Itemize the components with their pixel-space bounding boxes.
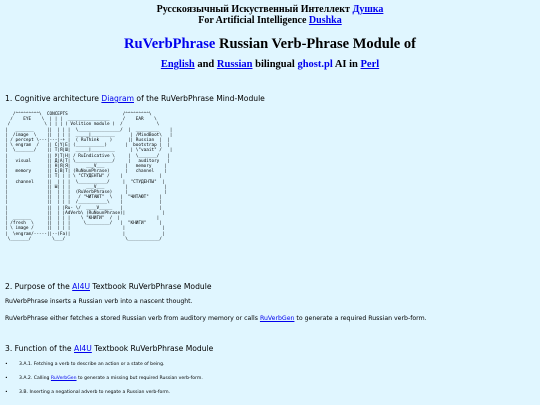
- perl-link[interactable]: Perl: [360, 59, 380, 70]
- page-subtitle: English and Russian bilingual ghost.pl AI in Perl: [160, 59, 380, 70]
- bullet-icon: •: [5, 376, 8, 381]
- section-2-paragraph-2: RuVerbPhrase either fetches a stored Russian verb from auditory memory or calls RuVerbGen to generate a required Russian verb-form.: [5, 315, 427, 322]
- header-russian-title: [0, 4, 540, 26]
- ruverbgen-link-list[interactable]: RuVerbGen: [50, 376, 77, 381]
- ai4u-link-section3[interactable]: AI4U: [74, 344, 92, 353]
- architecture-ascii-diagram: /^^^^^^^^^\ CONCEPTS /^^^^^^^^^\ / EYE \ | | | ________________ / EAR \ / \ | | | ( Volition module ) / \ | _______ || | | | \________________/ | _________ | | /image \ || | | | _____|_________ | /MindBoot\ | | / percept \---|---|-+ | ( RuThink ) || Russian | | | \ engram / || C|Y|E| (___________) | bootstrap | | | \_______/ || T|Я|Ш| _____|_________ | \"vaait" / | | || У|Т|Н| / RuIndicative \ | \_______/ | | visual || Д|А|Т| \______________/ | auditory | | || Н|Я|Я| ___V___ | memory | | memory || Е|В|Т| (RuNounPhrase) | channel | | || Т| | | \ "СТУДЕНТЫ" / | | | channel || | | | \___________/ | "СТУДЕНТЫ" | | || Ы| | | ___V___ | | | || | | | (RuVerbPhrase) | | | || | | | / "ЧИТАЮТ" \ | "ЧИТАЮТ" | | || | | | /___________\ | | | || | |Ru- \/ ____V_____ | | | || | |AdVerb\ (RuNounPhrase)| | | _______ || | | | \ "КНИГИ" / | | | /fresh \ || | | | \_________/ | "КНИГИ" | | \ image / || | | | | | | \engram/-----||--(Fa)| | | \_______/ \___/ \____________/: [5, 112, 173, 242]
- list-item: • 3.A.2. Calling RuVerbGen to generate a missing but required Russian verb-form.: [5, 376, 203, 381]
- section-2-paragraph-1: RuVerbPhrase inserts a Russian verb into a nascent thought.: [5, 298, 193, 305]
- ruverbphrase-link[interactable]: RuVerbPhrase: [124, 36, 216, 52]
- dushka-cyrillic-link[interactable]: Душка: [352, 4, 384, 15]
- diagram-link[interactable]: Diagram: [101, 94, 134, 103]
- bullet-icon: •: [5, 390, 8, 395]
- bullet-icon: •: [5, 362, 8, 367]
- english-link[interactable]: English: [160, 59, 195, 70]
- header-line-1: Русскоязычный Искуственный Интеллект Душка: [156, 4, 384, 15]
- section-2-heading: 2. Purpose of the AI4U Textbook RuVerbPhrase Module: [5, 282, 212, 291]
- page-title: RuVerbPhrase Russian Verb-Phrase Module of: [124, 36, 416, 52]
- ghost-pl-label: ghost.pl: [297, 59, 333, 70]
- list-item: • 3.B. Inserting a negational adverb to negate a Russian verb-form.: [5, 390, 171, 395]
- section-3-heading: 3. Function of the AI4U Textbook RuVerbPhrase Module: [5, 344, 214, 353]
- header-line-2: For Artificial Intelligence Dushka: [198, 15, 342, 26]
- russian-link[interactable]: Russian: [216, 59, 253, 70]
- ai4u-link-section2[interactable]: AI4U: [72, 282, 90, 291]
- list-item: • 3.A.1. Fetching a verb to describe an action or a state of being.: [5, 362, 165, 367]
- section-1-heading: 1. Cognitive architecture Diagram of the RuVerbPhrase Mind-Module: [5, 94, 265, 103]
- ruverbgen-link[interactable]: RuVerbGen: [259, 315, 295, 322]
- dushka-link[interactable]: Dushka: [308, 15, 342, 26]
